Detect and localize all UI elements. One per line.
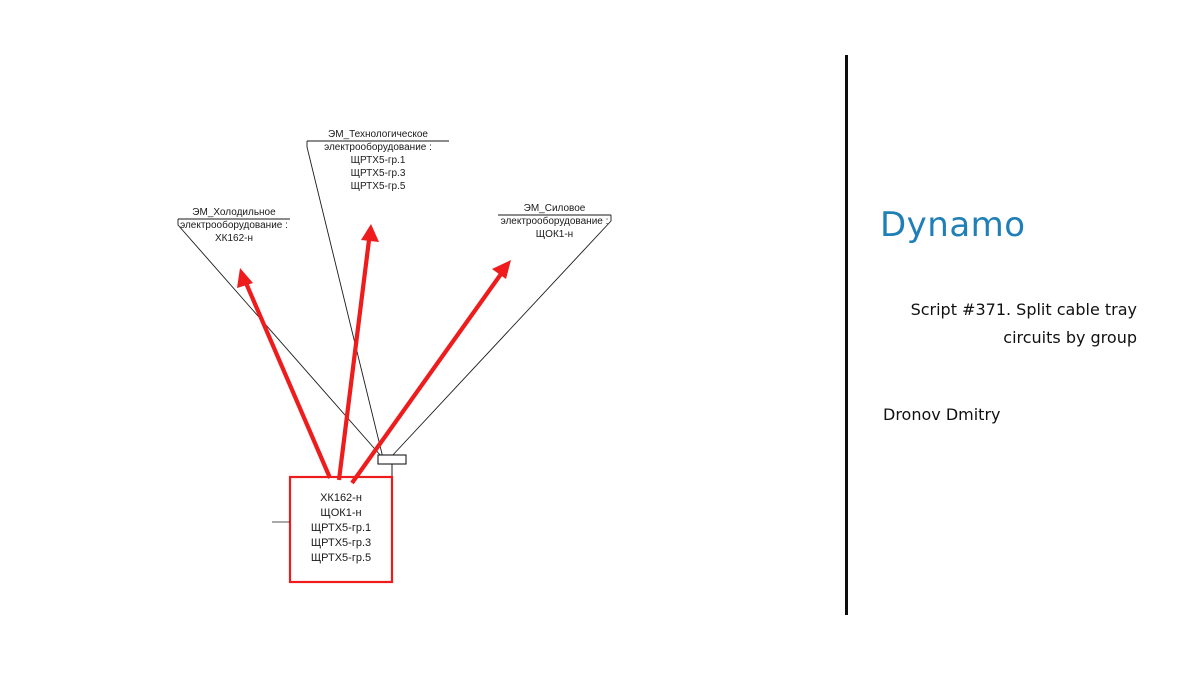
technological-header: ЭМ_Технологическое	[328, 129, 428, 140]
power-header: ЭМ_Силовое	[523, 203, 586, 214]
red-arrow-power	[352, 260, 511, 483]
technological-subheader: электрооборудование :	[324, 142, 432, 153]
power-item: ЩОК1-н	[535, 229, 574, 240]
page-title: Dynamo	[880, 205, 1026, 245]
technological-item-2: ЩРТХ5-гр.3	[350, 168, 406, 179]
technological-group-label	[307, 128, 449, 193]
page-subtitle-line-1: Script #371. Split cable tray	[910, 300, 1137, 319]
source-box-item-4: ЩРТХ5-гр.3	[310, 537, 372, 549]
leader-power	[391, 215, 611, 457]
tray-node-stub	[378, 455, 406, 464]
power-group-label	[498, 202, 611, 241]
refrigeration-item: ХК162-н	[214, 233, 254, 244]
technological-item-1: ЩРТХ5-гр.1	[350, 155, 406, 166]
refrigeration-subheader: электрооборудование :	[180, 220, 288, 231]
red-arrow-refrigeration	[237, 268, 330, 478]
power-subheader: электрооборудование :	[500, 216, 609, 227]
refrigeration-header: ЭМ_Холодильное	[192, 207, 276, 218]
source-box-item-1: ХК162-н	[320, 492, 362, 504]
source-box-item-2: ЩОК1-н	[320, 507, 362, 519]
source-box-item-5: ЩРТХ5-гр.5	[310, 552, 372, 564]
technological-item-3: ЩРТХ5-гр.5	[350, 181, 406, 192]
page-subtitle-line-2: circuits by group	[1003, 328, 1137, 347]
source-box-item-3: ЩРТХ5-гр.1	[310, 522, 372, 534]
refrigeration-group-label	[178, 206, 290, 245]
source-box-items	[290, 491, 392, 566]
leader-refrigeration	[178, 219, 381, 456]
title-panel	[845, 55, 1175, 615]
author-name: Dronov Dmitry	[883, 405, 1001, 424]
red-arrow-technological	[339, 224, 379, 480]
page-subtitle	[845, 296, 1137, 352]
